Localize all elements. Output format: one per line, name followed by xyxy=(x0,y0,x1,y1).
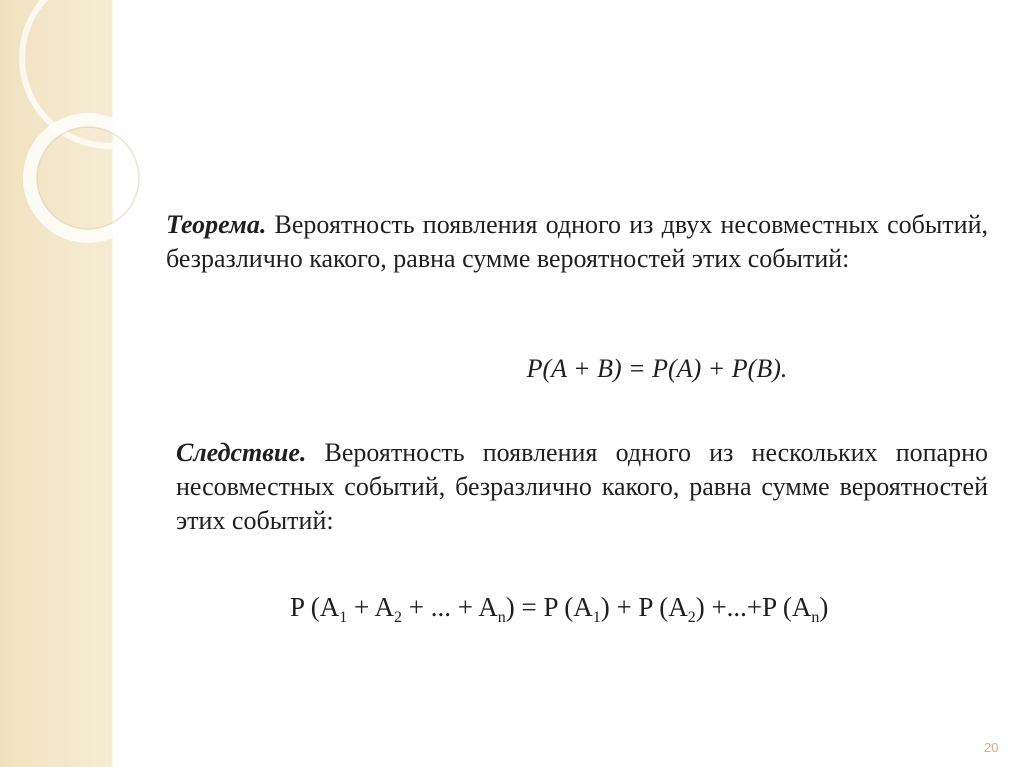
corollary-block xyxy=(176,436,988,538)
theorem-term: Теорема. xyxy=(166,210,267,239)
theorem-paragraph xyxy=(166,208,988,276)
formula-subscript: 2 xyxy=(687,609,696,626)
formula-subscript: 1 xyxy=(339,609,348,626)
formula-part: + A xyxy=(347,592,395,622)
generalized-sum-formula xyxy=(290,592,829,626)
formula-part: ) +...+P (A xyxy=(695,592,812,622)
formula-subscript: n xyxy=(811,609,820,626)
slide-page-number: 20 xyxy=(984,740,999,755)
formula-part: ) = P (A xyxy=(505,592,593,622)
formula-part: P (A xyxy=(290,592,340,622)
formula-part: ) xyxy=(819,592,829,622)
formula-subscript: n xyxy=(497,609,506,626)
corollary-text: Вероятность появления одного из нескольких попарно несовместных событий, безразлично какого, равна сумме вероятностей этих событий: xyxy=(176,438,988,535)
theorem-text: Вероятность появления одного из двух несовместных событий, безразлично какого, равна сумме вероятностей этих событий: xyxy=(166,210,988,273)
formula-part: ) + P (A xyxy=(600,592,688,622)
sum-rule-formula: P(A + B) = P(A) + P(B). xyxy=(526,354,788,383)
lower-ring xyxy=(30,120,146,236)
corollary-term: Следствие. xyxy=(176,438,307,467)
formula-part: + ... + A xyxy=(402,592,498,622)
formula-subscript: 2 xyxy=(394,609,403,626)
theorem-block xyxy=(166,208,988,276)
formula-subscript: 1 xyxy=(592,609,601,626)
corollary-paragraph xyxy=(176,436,988,538)
